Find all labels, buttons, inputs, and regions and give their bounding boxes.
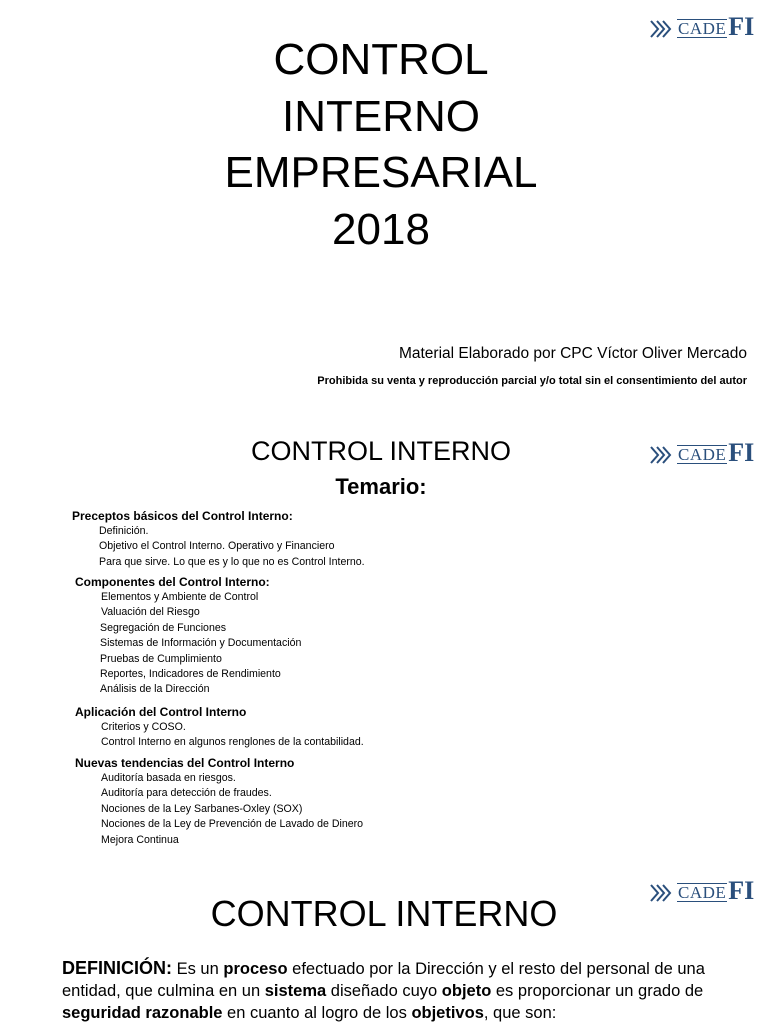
- temario-section: [75, 755, 363, 848]
- logo-cade-text: CADE: [678, 883, 727, 902]
- definition-keyword: objetivos: [411, 1004, 484, 1022]
- temario-section: [75, 704, 364, 751]
- title-line: INTERNO: [282, 91, 480, 141]
- logo-fi-text: FI: [728, 876, 755, 905]
- definition-text: en cuanto al logro de los: [222, 1004, 412, 1022]
- list-item: Definición.: [99, 525, 149, 537]
- list-item: Auditoría basada en riesgos.: [101, 772, 236, 784]
- section-heading: Nuevas tendencias del Control Interno: [75, 756, 295, 770]
- definition-text: Es un: [172, 960, 224, 978]
- slide2-subtitle: Temario:: [335, 474, 427, 499]
- list-item: Nociones de la Ley Sarbanes-Oxley (SOX): [101, 802, 303, 815]
- list-item: Pruebas de Cumplimiento: [100, 652, 222, 665]
- slide3-title: CONTROL INTERNO: [210, 893, 558, 934]
- definition-label: DEFINICIÓN:: [62, 958, 172, 978]
- title-line: CONTROL: [273, 35, 489, 84]
- logo-fi-text: FI: [728, 12, 755, 41]
- definition-text: diseñado cuyo: [326, 982, 442, 1000]
- slide2-title: CONTROL INTERNO: [250, 436, 511, 466]
- temario-section: [72, 508, 365, 570]
- list-item: Elementos y Ambiente de Control: [101, 591, 259, 603]
- section-heading: Preceptos básicos del Control Interno:: [72, 509, 293, 523]
- list-item: Valuación del Riesgo: [101, 606, 200, 619]
- logo-cade-text: CADE: [678, 19, 727, 38]
- author-credit: Material Elaborado por CPC Víctor Oliver Mercado: [398, 345, 747, 362]
- list-item: Control Interno en algunos renglones de la contabilidad.: [101, 736, 364, 749]
- temario-section: [75, 574, 301, 698]
- logo-cade-text: CADE: [678, 445, 727, 464]
- list-item: Reportes, Indicadores de Rendimiento: [100, 668, 281, 681]
- title-line: 2018: [332, 204, 430, 254]
- title-line: EMPRESARIAL: [224, 148, 538, 197]
- list-item: Sistemas de Información y Documentación: [100, 637, 302, 650]
- list-item: Nociones de la Ley de Prevención de Lavado de Dinero: [101, 818, 364, 831]
- definition-text: efectuado por la Dirección y el resto del personal de una entidad, que culmina en un: [62, 960, 705, 1000]
- list-item: Para que sirve. Lo que es y lo que no es Control Interno.: [99, 555, 365, 568]
- slide1-title: [0, 32, 762, 258]
- definition-keyword: objeto: [441, 982, 492, 1000]
- definition-text: es proporcionar un grado de: [491, 982, 704, 1000]
- definition-keyword: sistema: [264, 982, 327, 1000]
- list-item: Análisis de la Dirección: [100, 683, 210, 696]
- section-heading: Aplicación del Control Interno: [75, 705, 247, 719]
- copyright-notice: Prohibida su venta y reproducción parcial y/o total sin el consentimiento del autor: [317, 375, 747, 387]
- definition-paragraph: [62, 957, 714, 1024]
- list-item: Criterios y COSO.: [101, 721, 186, 733]
- list-item: Segregación de Funciones: [100, 621, 227, 634]
- definition-keyword: seguridad razonable: [62, 1004, 223, 1022]
- list-item: Mejora Continua: [101, 833, 179, 846]
- definition-keyword: proceso: [223, 960, 288, 978]
- section-heading: Componentes del Control Interno:: [75, 575, 270, 589]
- list-item: Auditoría para detección de fraudes.: [101, 787, 272, 800]
- list-item: Objetivo el Control Interno. Operativo y Financiero: [99, 540, 335, 553]
- logo-fi-text: FI: [728, 438, 755, 467]
- definition-text: , que son:: [483, 1004, 557, 1022]
